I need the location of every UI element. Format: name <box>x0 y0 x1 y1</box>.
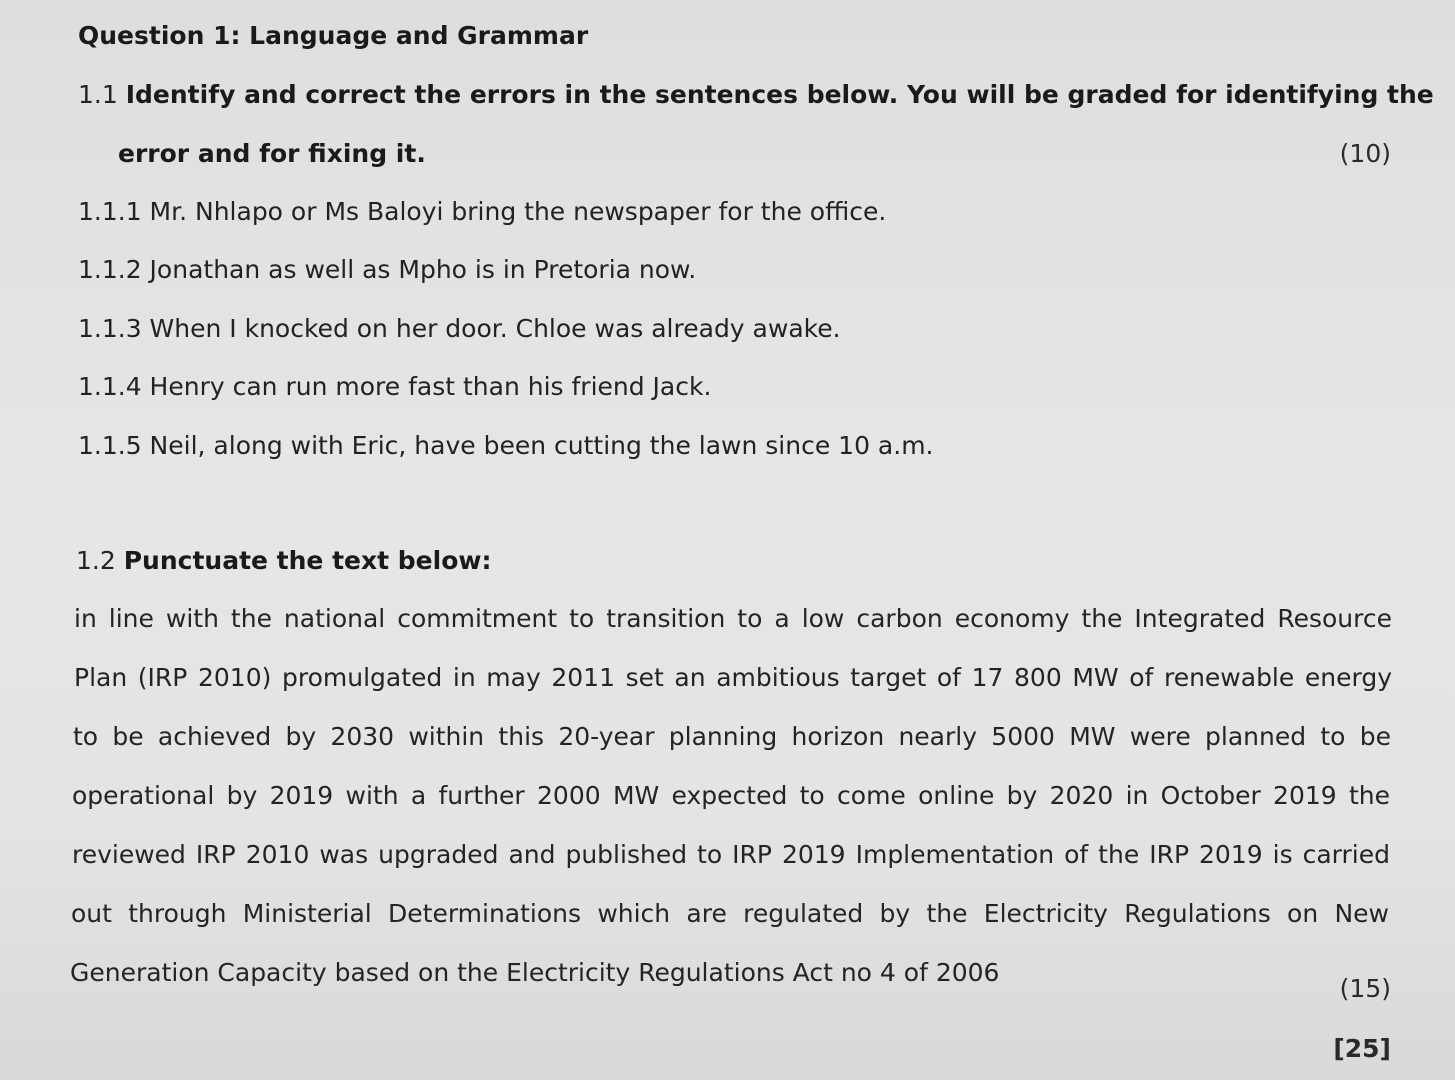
total-marks: [25] <box>1333 1034 1391 1063</box>
instruction-text: Punctuate the text below: <box>123 546 492 575</box>
question-heading: Question 1: Language and Grammar <box>78 21 589 50</box>
instruction-text: Identify and correct the errors in the sentences below. You will be graded for identifying the <box>125 80 1434 109</box>
section-number: 1.2 <box>76 546 116 575</box>
section-1-2-instruction <box>76 545 491 577</box>
section-1-2-marks: (15) <box>1339 974 1391 1003</box>
paragraph-line: in line with the national commitment to transition to a low carbon economy the Integrated Resource <box>74 604 1392 633</box>
paragraph-line: operational by 2019 with a further 2000 MW expected to come online by 2020 in October 2019 the <box>72 781 1390 810</box>
section-1-1-marks: (10) <box>1339 139 1391 168</box>
sentence-item: 1.1.5 Neil, along with Eric, have been cutting the lawn since 10 a.m. <box>78 431 934 460</box>
paragraph-line: reviewed IRP 2010 was upgraded and published to IRP 2019 Implementation of the IRP 2019 is carried <box>72 840 1390 869</box>
paragraph-line: out through Ministerial Determinations which are regulated by the Electricity Regulations on New <box>71 899 1389 928</box>
paragraph-line: Generation Capacity based on the Electricity Regulations Act no 4 of 2006 <box>70 958 1000 987</box>
paragraph-line: Plan (IRP 2010) promulgated in may 2011 set an ambitious target of 17 800 MW of renewable energy <box>74 663 1392 692</box>
sentence-item: 1.1.2 Jonathan as well as Mpho is in Pretoria now. <box>78 255 697 284</box>
instruction-continuation: error and for fixing it. <box>118 139 426 168</box>
sentence-item: 1.1.1 Mr. Nhlapo or Ms Baloyi bring the newspaper for the office. <box>78 197 887 226</box>
sentence-item: 1.1.4 Henry can run more fast than his friend Jack. <box>78 372 712 401</box>
paragraph-line: to be achieved by 2030 within this 20-year planning horizon nearly 5000 MW were planned to be <box>73 722 1391 751</box>
section-1-1-instruction <box>78 79 1434 111</box>
sentence-item: 1.1.3 When I knocked on her door. Chloe was already awake. <box>78 314 841 343</box>
section-number: 1.1 <box>78 80 118 109</box>
